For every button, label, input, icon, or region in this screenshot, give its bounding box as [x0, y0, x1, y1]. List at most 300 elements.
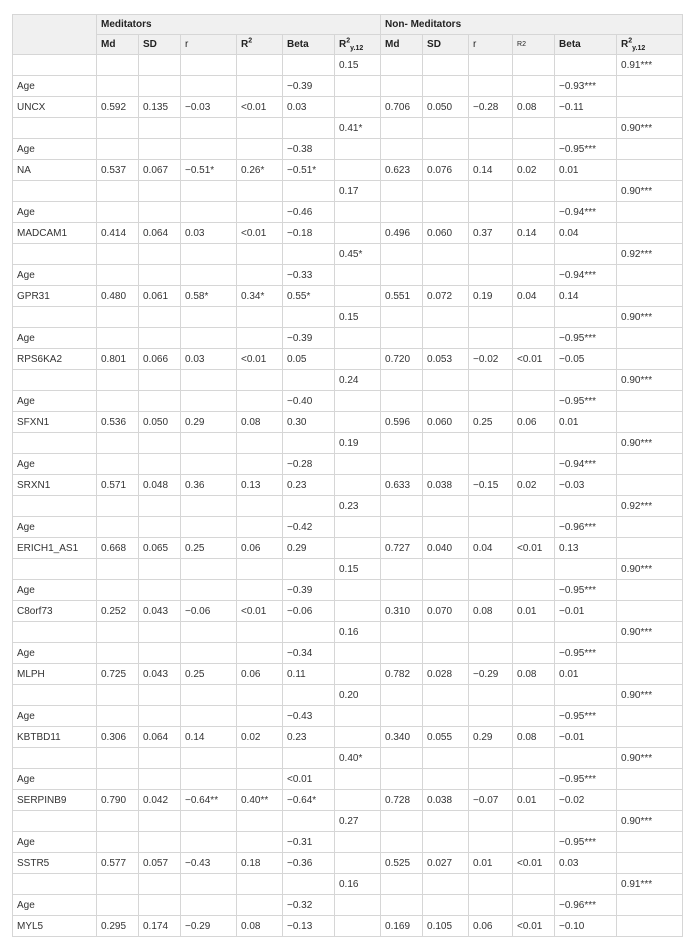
empty-cell	[513, 76, 555, 97]
non-beta-cell: −0.96***	[555, 517, 617, 538]
empty-cell	[283, 685, 335, 706]
non-r2y-cell: 0.90***	[617, 118, 683, 139]
row-label: Age	[13, 580, 97, 601]
empty-cell	[139, 76, 181, 97]
empty-cell	[423, 139, 469, 160]
empty-cell	[423, 244, 469, 265]
summary-row	[13, 55, 683, 76]
empty-cell	[381, 685, 423, 706]
empty-cell	[617, 349, 683, 370]
empty-cell	[181, 181, 237, 202]
empty-cell	[513, 181, 555, 202]
non-r2-cell: <0.01	[513, 349, 555, 370]
empty-cell	[513, 748, 555, 769]
empty-cell	[97, 202, 139, 223]
empty-cell	[181, 202, 237, 223]
empty-cell	[283, 874, 335, 895]
age-row	[13, 391, 683, 412]
med-r2y-cell: 0.17	[335, 181, 381, 202]
summary-row	[13, 874, 683, 895]
empty-cell	[617, 643, 683, 664]
non-beta-cell: 0.01	[555, 412, 617, 433]
med-sd-cell: 0.135	[139, 97, 181, 118]
empty-cell	[423, 118, 469, 139]
non-r2y-cell: 0.91***	[617, 874, 683, 895]
med-r-cell: 0.36	[181, 475, 237, 496]
empty-cell	[617, 202, 683, 223]
empty-cell	[283, 55, 335, 76]
empty-cell	[237, 622, 283, 643]
empty-cell	[139, 118, 181, 139]
non-sd-cell: 0.053	[423, 349, 469, 370]
empty-cell	[97, 76, 139, 97]
non-sd-cell: 0.105	[423, 916, 469, 937]
med-r2-cell: 0.40**	[237, 790, 283, 811]
med-beta-cell: 0.03	[283, 97, 335, 118]
empty-cell	[139, 580, 181, 601]
gene-row	[13, 664, 683, 685]
empty-cell	[97, 895, 139, 916]
summary-row	[13, 244, 683, 265]
med-beta-cell: 0.11	[283, 664, 335, 685]
gene-row	[13, 97, 683, 118]
summary-row	[13, 685, 683, 706]
empty-cell	[555, 748, 617, 769]
empty-cell	[423, 832, 469, 853]
empty-cell	[97, 139, 139, 160]
gene-row	[13, 790, 683, 811]
non-sd-cell: 0.038	[423, 475, 469, 496]
med-md-cell: 0.592	[97, 97, 139, 118]
empty-cell	[335, 97, 381, 118]
non-r2-cell: 0.02	[513, 475, 555, 496]
empty-cell	[97, 706, 139, 727]
non-beta-cell: −0.95***	[555, 391, 617, 412]
med-beta-cell: −0.33	[283, 265, 335, 286]
empty-cell	[469, 433, 513, 454]
empty-cell	[237, 706, 283, 727]
empty-cell	[469, 811, 513, 832]
med-r2-cell: 0.34*	[237, 286, 283, 307]
empty-cell	[381, 433, 423, 454]
empty-cell	[617, 517, 683, 538]
non-r-cell: 0.14	[469, 160, 513, 181]
empty-cell	[335, 790, 381, 811]
col-r: r	[469, 35, 513, 55]
empty-cell	[181, 811, 237, 832]
empty-cell	[381, 874, 423, 895]
empty-cell	[381, 307, 423, 328]
med-r-cell: 0.29	[181, 412, 237, 433]
empty-cell	[13, 181, 97, 202]
empty-cell	[555, 370, 617, 391]
empty-cell	[469, 685, 513, 706]
age-row	[13, 202, 683, 223]
empty-cell	[13, 496, 97, 517]
empty-cell	[283, 433, 335, 454]
med-r2-cell: <0.01	[237, 223, 283, 244]
empty-cell	[423, 328, 469, 349]
summary-row	[13, 748, 683, 769]
med-sd-cell: 0.043	[139, 664, 181, 685]
non-beta-cell: 0.01	[555, 664, 617, 685]
empty-cell	[617, 727, 683, 748]
summary-row	[13, 496, 683, 517]
empty-cell	[617, 328, 683, 349]
empty-cell	[13, 370, 97, 391]
empty-cell	[469, 76, 513, 97]
empty-cell	[97, 832, 139, 853]
gene-label: SERPINB9	[13, 790, 97, 811]
empty-cell	[469, 370, 513, 391]
gene-row	[13, 412, 683, 433]
empty-cell	[381, 202, 423, 223]
non-r2-cell: 0.01	[513, 601, 555, 622]
empty-cell	[335, 706, 381, 727]
empty-cell	[335, 160, 381, 181]
empty-cell	[423, 265, 469, 286]
empty-cell	[469, 181, 513, 202]
age-row	[13, 895, 683, 916]
empty-cell	[237, 307, 283, 328]
non-sd-cell: 0.076	[423, 160, 469, 181]
empty-cell	[97, 580, 139, 601]
empty-cell	[617, 412, 683, 433]
empty-cell	[513, 769, 555, 790]
non-r2y-cell: 0.90***	[617, 307, 683, 328]
med-beta-cell: −0.39	[283, 328, 335, 349]
gene-label: GPR31	[13, 286, 97, 307]
med-md-cell: 0.480	[97, 286, 139, 307]
med-r2y-cell: 0.20	[335, 685, 381, 706]
empty-cell	[513, 328, 555, 349]
age-row	[13, 769, 683, 790]
empty-cell	[513, 811, 555, 832]
non-r-cell: 0.04	[469, 538, 513, 559]
empty-cell	[335, 265, 381, 286]
empty-cell	[381, 643, 423, 664]
med-beta-cell: −0.28	[283, 454, 335, 475]
med-r-cell: 0.14	[181, 727, 237, 748]
med-sd-cell: 0.061	[139, 286, 181, 307]
empty-cell	[139, 307, 181, 328]
med-r-cell: −0.06	[181, 601, 237, 622]
med-r-cell: 0.58*	[181, 286, 237, 307]
med-md-cell: 0.306	[97, 727, 139, 748]
non-r2-cell: 0.08	[513, 664, 555, 685]
empty-cell	[97, 517, 139, 538]
empty-cell	[181, 769, 237, 790]
non-beta-cell: −0.94***	[555, 202, 617, 223]
med-beta-cell: −0.06	[283, 601, 335, 622]
non-beta-cell: −0.01	[555, 727, 617, 748]
col-beta: Beta	[555, 35, 617, 55]
age-row	[13, 454, 683, 475]
non-beta-cell: −0.95***	[555, 769, 617, 790]
empty-cell	[555, 55, 617, 76]
empty-cell	[469, 244, 513, 265]
med-r2y-cell: 0.45*	[335, 244, 381, 265]
table-container	[12, 14, 683, 937]
med-sd-cell: 0.042	[139, 790, 181, 811]
med-sd-cell: 0.066	[139, 349, 181, 370]
empty-cell	[335, 643, 381, 664]
empty-cell	[381, 769, 423, 790]
empty-cell	[335, 349, 381, 370]
empty-cell	[381, 265, 423, 286]
non-r2-cell: 0.14	[513, 223, 555, 244]
empty-cell	[423, 643, 469, 664]
empty-cell	[469, 622, 513, 643]
med-r-cell: 0.25	[181, 538, 237, 559]
corner-cell	[13, 15, 97, 55]
empty-cell	[139, 559, 181, 580]
empty-cell	[283, 496, 335, 517]
empty-cell	[469, 643, 513, 664]
empty-cell	[617, 97, 683, 118]
med-beta-cell: −0.31	[283, 832, 335, 853]
med-r-cell: −0.51*	[181, 160, 237, 181]
row-label: Age	[13, 139, 97, 160]
empty-cell	[381, 832, 423, 853]
empty-cell	[13, 748, 97, 769]
empty-cell	[513, 874, 555, 895]
summary-row	[13, 307, 683, 328]
empty-cell	[335, 664, 381, 685]
empty-cell	[237, 76, 283, 97]
non-md-cell: 0.310	[381, 601, 423, 622]
med-r2y-cell: 0.19	[335, 433, 381, 454]
non-beta-cell: 0.03	[555, 853, 617, 874]
empty-cell	[617, 391, 683, 412]
empty-cell	[139, 496, 181, 517]
empty-cell	[513, 139, 555, 160]
med-beta-cell: 0.30	[283, 412, 335, 433]
non-r2-cell: 0.02	[513, 160, 555, 181]
empty-cell	[617, 286, 683, 307]
non-beta-cell: −0.95***	[555, 706, 617, 727]
med-beta-cell: 0.23	[283, 475, 335, 496]
col-sd: SD	[423, 35, 469, 55]
non-md-cell: 0.623	[381, 160, 423, 181]
empty-cell	[469, 265, 513, 286]
empty-cell	[97, 622, 139, 643]
med-beta-cell: −0.34	[283, 643, 335, 664]
non-r2y-cell: 0.90***	[617, 622, 683, 643]
gene-row	[13, 538, 683, 559]
med-beta-cell: −0.46	[283, 202, 335, 223]
med-md-cell: 0.252	[97, 601, 139, 622]
row-label: Age	[13, 454, 97, 475]
empty-cell	[423, 202, 469, 223]
empty-cell	[381, 580, 423, 601]
empty-cell	[139, 832, 181, 853]
non-beta-cell: −0.11	[555, 97, 617, 118]
row-label: Age	[13, 895, 97, 916]
summary-row	[13, 811, 683, 832]
gene-label: SSTR5	[13, 853, 97, 874]
med-r2y-cell: 0.15	[335, 307, 381, 328]
empty-cell	[513, 202, 555, 223]
empty-cell	[181, 874, 237, 895]
empty-cell	[237, 895, 283, 916]
med-beta-cell: −0.36	[283, 853, 335, 874]
gene-label: RPS6KA2	[13, 349, 97, 370]
empty-cell	[513, 118, 555, 139]
med-sd-cell: 0.048	[139, 475, 181, 496]
empty-cell	[555, 181, 617, 202]
empty-cell	[617, 664, 683, 685]
empty-cell	[335, 391, 381, 412]
empty-cell	[335, 853, 381, 874]
empty-cell	[283, 370, 335, 391]
non-r-cell: 0.29	[469, 727, 513, 748]
empty-cell	[335, 454, 381, 475]
row-label: Age	[13, 202, 97, 223]
non-r-cell: 0.25	[469, 412, 513, 433]
empty-cell	[513, 559, 555, 580]
med-r-cell: −0.43	[181, 853, 237, 874]
empty-cell	[513, 433, 555, 454]
non-beta-cell: −0.94***	[555, 265, 617, 286]
empty-cell	[335, 601, 381, 622]
non-md-cell: 0.340	[381, 727, 423, 748]
empty-cell	[335, 538, 381, 559]
non-md-cell: 0.525	[381, 853, 423, 874]
non-beta-cell: 0.13	[555, 538, 617, 559]
empty-cell	[181, 622, 237, 643]
row-label: Age	[13, 769, 97, 790]
empty-cell	[381, 895, 423, 916]
empty-cell	[97, 265, 139, 286]
empty-cell	[335, 223, 381, 244]
non-beta-cell: −0.95***	[555, 643, 617, 664]
non-sd-cell: 0.070	[423, 601, 469, 622]
non-sd-cell: 0.055	[423, 727, 469, 748]
empty-cell	[423, 433, 469, 454]
empty-cell	[181, 307, 237, 328]
empty-cell	[139, 328, 181, 349]
empty-cell	[513, 307, 555, 328]
non-md-cell: 0.782	[381, 664, 423, 685]
empty-cell	[335, 832, 381, 853]
med-r2-cell: 0.06	[237, 664, 283, 685]
non-beta-cell: −0.03	[555, 475, 617, 496]
row-label: Age	[13, 265, 97, 286]
empty-cell	[555, 685, 617, 706]
empty-cell	[97, 55, 139, 76]
empty-cell	[237, 811, 283, 832]
empty-cell	[139, 265, 181, 286]
empty-cell	[423, 391, 469, 412]
non-r-cell: 0.01	[469, 853, 513, 874]
empty-cell	[335, 475, 381, 496]
empty-cell	[555, 622, 617, 643]
empty-cell	[469, 496, 513, 517]
med-sd-cell: 0.067	[139, 160, 181, 181]
med-r-cell: 0.25	[181, 664, 237, 685]
empty-cell	[13, 622, 97, 643]
gene-row	[13, 286, 683, 307]
empty-cell	[513, 496, 555, 517]
empty-cell	[139, 874, 181, 895]
empty-cell	[469, 832, 513, 853]
med-r2-cell: 0.06	[237, 538, 283, 559]
non-r2-cell: 0.01	[513, 790, 555, 811]
empty-cell	[513, 55, 555, 76]
empty-cell	[381, 622, 423, 643]
empty-cell	[181, 895, 237, 916]
non-beta-cell: −0.05	[555, 349, 617, 370]
empty-cell	[97, 433, 139, 454]
empty-cell	[469, 307, 513, 328]
empty-cell	[513, 391, 555, 412]
table-header	[13, 15, 683, 55]
med-r2-cell: 0.13	[237, 475, 283, 496]
empty-cell	[139, 769, 181, 790]
med-md-cell: 0.801	[97, 349, 139, 370]
empty-cell	[181, 643, 237, 664]
empty-cell	[237, 202, 283, 223]
non-r-cell: 0.06	[469, 916, 513, 937]
empty-cell	[237, 244, 283, 265]
empty-cell	[97, 244, 139, 265]
non-sd-cell: 0.060	[423, 412, 469, 433]
row-label: Age	[13, 391, 97, 412]
non-r2-cell: 0.04	[513, 286, 555, 307]
non-beta-cell: −0.95***	[555, 139, 617, 160]
empty-cell	[513, 244, 555, 265]
empty-cell	[139, 181, 181, 202]
non-r2y-cell: 0.90***	[617, 370, 683, 391]
empty-cell	[139, 748, 181, 769]
empty-cell	[237, 433, 283, 454]
med-r2-cell: <0.01	[237, 601, 283, 622]
row-label: Age	[13, 328, 97, 349]
empty-cell	[139, 454, 181, 475]
age-row	[13, 265, 683, 286]
non-sd-cell: 0.072	[423, 286, 469, 307]
empty-cell	[617, 580, 683, 601]
gene-label: SRXN1	[13, 475, 97, 496]
empty-cell	[283, 244, 335, 265]
non-r2-cell: <0.01	[513, 916, 555, 937]
empty-cell	[469, 202, 513, 223]
col-r2y: $R^2_{y.12}$	[617, 35, 683, 55]
empty-cell	[335, 139, 381, 160]
empty-cell	[381, 496, 423, 517]
non-r-cell: −0.07	[469, 790, 513, 811]
gene-label: KBTBD11	[13, 727, 97, 748]
empty-cell	[13, 55, 97, 76]
non-r2y-cell: 0.92***	[617, 244, 683, 265]
empty-cell	[237, 685, 283, 706]
empty-cell	[617, 832, 683, 853]
empty-cell	[423, 769, 469, 790]
col-r2: R2	[513, 35, 555, 55]
gene-row	[13, 223, 683, 244]
med-md-cell: 0.537	[97, 160, 139, 181]
empty-cell	[617, 769, 683, 790]
empty-cell	[283, 622, 335, 643]
med-sd-cell: 0.043	[139, 601, 181, 622]
med-r2-cell: 0.08	[237, 916, 283, 937]
non-r-cell: 0.19	[469, 286, 513, 307]
empty-cell	[423, 622, 469, 643]
empty-cell	[469, 391, 513, 412]
empty-cell	[139, 706, 181, 727]
gene-label: ERICH1_AS1	[13, 538, 97, 559]
